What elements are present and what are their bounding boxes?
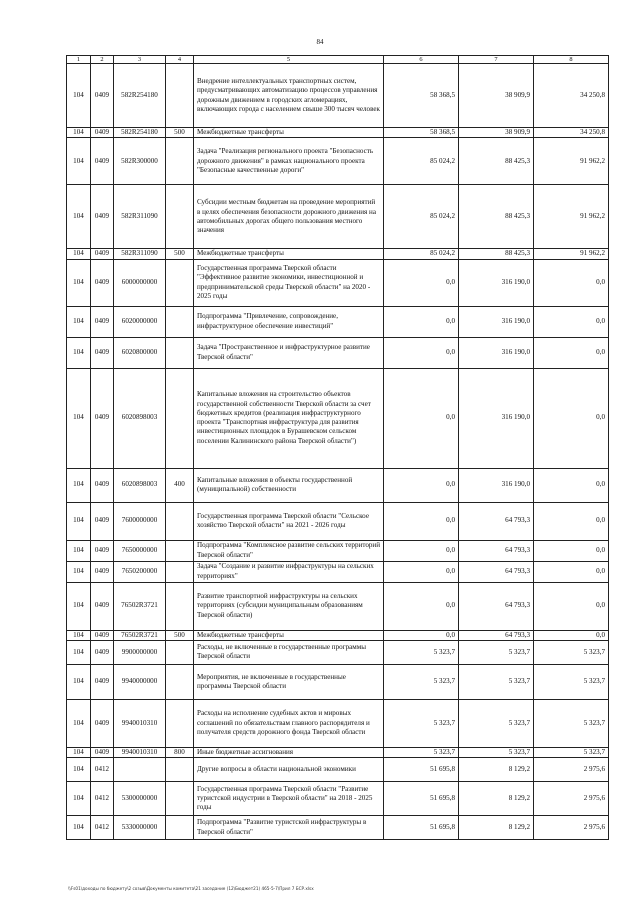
value-col7-cell: 38 909,9	[459, 128, 534, 138]
table-row	[67, 758, 609, 782]
expense-type-cell: 400	[166, 468, 194, 502]
value-col7-cell: 8 129,2	[459, 816, 534, 840]
target-article-cell: 7650000000	[114, 540, 166, 561]
value-col7-cell: 5 323,7	[459, 640, 534, 664]
name-cell: Государственная программа Тверской области "Развитие туристской индустрии в Тверской области" на 2018 - 2025 годы	[194, 782, 384, 816]
name-cell: Государственная программа Тверской области "Эффективное развитие экономики, инвестиционной и предпринимательской среды Тверской области" на 2020 - 2025 годы	[194, 259, 384, 306]
target-article-cell: 582R254180	[114, 64, 166, 128]
name-cell: Задача "Реализация регионального проекта "Безопасность дорожного движения" в рамках национального проекта "Безопасные качественные дороги"	[194, 138, 384, 185]
value-col6-cell: 58 368,5	[384, 128, 459, 138]
target-article-cell: 9940010310	[114, 747, 166, 757]
value-col6-cell: 85 024,2	[384, 138, 459, 185]
section-cell: 0409	[91, 630, 114, 640]
value-col8-cell: 0,0	[534, 630, 609, 640]
value-col8-cell: 0,0	[534, 468, 609, 502]
expense-type-cell	[166, 138, 194, 185]
value-col6-cell: 85 024,2	[384, 249, 459, 259]
code-cell: 104	[67, 782, 91, 816]
section-cell: 0409	[91, 128, 114, 138]
expense-type-cell	[166, 816, 194, 840]
value-col6-cell: 5 323,7	[384, 640, 459, 664]
value-col8-cell: 5 323,7	[534, 640, 609, 664]
section-cell: 0409	[91, 582, 114, 630]
section-cell: 0409	[91, 337, 114, 368]
section-cell: 0412	[91, 782, 114, 816]
value-col6-cell: 0,0	[384, 337, 459, 368]
name-cell: Другие вопросы в области национальной экономики	[194, 758, 384, 782]
table-row	[67, 138, 609, 185]
page-number: 84	[316, 38, 324, 46]
name-cell: Межбюджетные трансферты	[194, 630, 384, 640]
expense-type-cell	[166, 699, 194, 747]
target-article-cell: 9940000000	[114, 664, 166, 699]
name-cell: Государственная программа Тверской области "Сельское хозяйство Тверской области" на 2021 - 2026 годы	[194, 502, 384, 540]
value-col8-cell: 0,0	[534, 306, 609, 337]
code-cell: 104	[67, 664, 91, 699]
value-col7-cell: 316 190,0	[459, 468, 534, 502]
code-cell: 104	[67, 640, 91, 664]
expense-type-cell	[166, 64, 194, 128]
code-cell: 104	[67, 502, 91, 540]
value-col6-cell: 58 368,5	[384, 64, 459, 128]
col-3-header: 3	[114, 56, 166, 64]
table-row	[67, 259, 609, 306]
expense-type-cell	[166, 782, 194, 816]
name-cell: Субсидии местным бюджетам на проведение мероприятий в целях обеспечения безопасности дорожного движения на автомобильных дорогах общего пользования местного значения	[194, 185, 384, 249]
table-row	[67, 540, 609, 561]
value-col7-cell: 5 323,7	[459, 699, 534, 747]
code-cell: 104	[67, 582, 91, 630]
table-row	[67, 128, 609, 138]
section-cell: 0409	[91, 640, 114, 664]
value-col6-cell: 0,0	[384, 561, 459, 582]
code-cell: 104	[67, 561, 91, 582]
expense-type-cell: 500	[166, 630, 194, 640]
code-cell: 104	[67, 306, 91, 337]
value-col8-cell: 91 962,2	[534, 185, 609, 249]
value-col8-cell: 91 962,2	[534, 138, 609, 185]
code-cell: 104	[67, 816, 91, 840]
name-cell: Капитальные вложения на строительство объектов государственной собственности Тверской области за счет бюджетных кредитов (реализация инфраструктурного проекта "Транспортная инфраструктура для развития инвестиционных площадок в Бурашевском сельском поселении Калининского района Тверской области")	[194, 368, 384, 468]
name-cell: Капитальные вложения в объекты государственной (муниципальной) собственности	[194, 468, 384, 502]
table-row	[67, 582, 609, 630]
target-article-cell: 6020000000	[114, 306, 166, 337]
expense-type-cell	[166, 259, 194, 306]
target-article-cell: 582R254180	[114, 128, 166, 138]
code-cell: 104	[67, 128, 91, 138]
code-cell: 104	[67, 540, 91, 561]
value-col8-cell: 0,0	[534, 368, 609, 468]
value-col6-cell: 0,0	[384, 259, 459, 306]
target-article-cell: 7650200000	[114, 561, 166, 582]
expense-type-cell	[166, 640, 194, 664]
value-col6-cell: 5 323,7	[384, 664, 459, 699]
section-cell: 0412	[91, 816, 114, 840]
value-col8-cell: 34 250,8	[534, 64, 609, 128]
target-article-cell: 582R311090	[114, 249, 166, 259]
target-article-cell: 5330000000	[114, 816, 166, 840]
section-cell: 0409	[91, 664, 114, 699]
code-cell: 104	[67, 747, 91, 757]
section-cell: 0409	[91, 699, 114, 747]
value-col8-cell: 2 975,6	[534, 782, 609, 816]
expense-type-cell: 800	[166, 747, 194, 757]
target-article-cell: 5300000000	[114, 782, 166, 816]
column-number-row	[67, 56, 609, 64]
target-article-cell: 6020898003	[114, 368, 166, 468]
name-cell: Расходы на исполнение судебных актов и мировых соглашений по обязательствам главного распорядителя и получателя средств дорожного фонда Тверской области	[194, 699, 384, 747]
value-col6-cell: 0,0	[384, 540, 459, 561]
expense-type-cell	[166, 306, 194, 337]
code-cell: 104	[67, 468, 91, 502]
target-article-cell: 582R311090	[114, 185, 166, 249]
value-col7-cell: 64 793,3	[459, 502, 534, 540]
value-col6-cell: 0,0	[384, 306, 459, 337]
code-cell: 104	[67, 699, 91, 747]
table-row	[67, 630, 609, 640]
table-row	[67, 816, 609, 840]
col-5-header: 5	[194, 56, 384, 64]
code-cell: 104	[67, 758, 91, 782]
value-col8-cell: 0,0	[534, 337, 609, 368]
name-cell: Иные бюджетные ассигнования	[194, 747, 384, 757]
table-row	[67, 337, 609, 368]
col-7-header: 7	[459, 56, 534, 64]
section-cell: 0409	[91, 368, 114, 468]
table-row	[67, 664, 609, 699]
col-2-header: 2	[91, 56, 114, 64]
value-col8-cell: 91 962,2	[534, 249, 609, 259]
value-col7-cell: 316 190,0	[459, 368, 534, 468]
value-col7-cell: 64 793,3	[459, 630, 534, 640]
code-cell: 104	[67, 185, 91, 249]
value-col6-cell: 85 024,2	[384, 185, 459, 249]
expense-type-cell: 500	[166, 128, 194, 138]
name-cell: Внедрение интеллектуальных транспортных систем, предусматривающих автоматизацию процессов управления дорожным движением в городских агломерациях, включающих города с населением свыше 300 тысяч человек	[194, 64, 384, 128]
section-cell: 0409	[91, 249, 114, 259]
table-row	[67, 468, 609, 502]
name-cell: Задача "Пространственное и инфраструктурное развитие Тверской области"	[194, 337, 384, 368]
expense-type-cell	[166, 337, 194, 368]
expense-type-cell	[166, 368, 194, 468]
value-col7-cell: 64 793,3	[459, 540, 534, 561]
table-row	[67, 640, 609, 664]
value-col8-cell: 34 250,8	[534, 128, 609, 138]
value-col6-cell: 51 695,8	[384, 816, 459, 840]
section-cell: 0409	[91, 561, 114, 582]
value-col8-cell: 2 975,6	[534, 758, 609, 782]
section-cell: 0409	[91, 185, 114, 249]
code-cell: 104	[67, 138, 91, 185]
value-col7-cell: 5 323,7	[459, 747, 534, 757]
target-article-cell: 76502R3721	[114, 582, 166, 630]
name-cell: Развитие транспортной инфраструктуры на сельских территориях (субсидии муниципальным образованиям Тверской области)	[194, 582, 384, 630]
name-cell: Подпрограмма "Развитие туристской инфраструктуры в Тверской области"	[194, 816, 384, 840]
value-col8-cell: 5 323,7	[534, 699, 609, 747]
name-cell: Задача "Создание и развитие инфраструктуры на сельских территориях"	[194, 561, 384, 582]
value-col6-cell: 0,0	[384, 368, 459, 468]
value-col6-cell: 0,0	[384, 630, 459, 640]
table-row	[67, 64, 609, 128]
code-cell: 104	[67, 337, 91, 368]
name-cell: Подпрограмма "Комплексное развитие сельских территорий Тверской области"	[194, 540, 384, 561]
target-article-cell	[114, 758, 166, 782]
value-col7-cell: 88 425,3	[459, 249, 534, 259]
section-cell: 0409	[91, 306, 114, 337]
value-col8-cell: 5 323,7	[534, 664, 609, 699]
target-article-cell: 76502R3721	[114, 630, 166, 640]
value-col8-cell: 0,0	[534, 561, 609, 582]
name-cell: Расходы, не включенные в государственные программы Тверской области	[194, 640, 384, 664]
table-row	[67, 782, 609, 816]
target-article-cell: 6020800000	[114, 337, 166, 368]
col-8-header: 8	[534, 56, 609, 64]
value-col8-cell: 0,0	[534, 540, 609, 561]
expense-type-cell	[166, 502, 194, 540]
value-col8-cell: 0,0	[534, 502, 609, 540]
value-col6-cell: 0,0	[384, 502, 459, 540]
section-cell: 0409	[91, 64, 114, 128]
expense-type-cell	[166, 582, 194, 630]
table-row	[67, 561, 609, 582]
value-col7-cell: 8 129,2	[459, 782, 534, 816]
name-cell: Межбюджетные трансферты	[194, 249, 384, 259]
col-4-header: 4	[166, 56, 194, 64]
expense-type-cell	[166, 561, 194, 582]
target-article-cell: 9900000000	[114, 640, 166, 664]
code-cell: 104	[67, 368, 91, 468]
name-cell: Межбюджетные трансферты	[194, 128, 384, 138]
target-article-cell: 7600000000	[114, 502, 166, 540]
section-cell: 0409	[91, 259, 114, 306]
value-col7-cell: 316 190,0	[459, 337, 534, 368]
section-cell: 0412	[91, 758, 114, 782]
code-cell: 104	[67, 64, 91, 128]
value-col8-cell: 0,0	[534, 582, 609, 630]
file-path-footer: \\Fs01\доходы по бюджету\2 созыв\Документы комитета\21 заседание (12\Бюджет21) 465-5-7\Прил 7 БСР.xlsx	[68, 886, 314, 891]
value-col6-cell: 0,0	[384, 468, 459, 502]
value-col6-cell: 5 323,7	[384, 699, 459, 747]
value-col8-cell: 0,0	[534, 259, 609, 306]
table-row	[67, 368, 609, 468]
expense-type-cell	[166, 185, 194, 249]
table-row	[67, 502, 609, 540]
col-1-header: 1	[67, 56, 91, 64]
value-col6-cell: 51 695,8	[384, 782, 459, 816]
section-cell: 0409	[91, 540, 114, 561]
name-cell: Подпрограмма "Привлечение, сопровождение, инфраструктурное обеспечение инвестиций"	[194, 306, 384, 337]
section-cell: 0409	[91, 747, 114, 757]
value-col7-cell: 38 909,9	[459, 64, 534, 128]
value-col8-cell: 5 323,7	[534, 747, 609, 757]
col-6-header: 6	[384, 56, 459, 64]
table-row	[67, 249, 609, 259]
value-col6-cell: 5 323,7	[384, 747, 459, 757]
target-article-cell: 6020898003	[114, 468, 166, 502]
code-cell: 104	[67, 249, 91, 259]
table-row	[67, 185, 609, 249]
table-row	[67, 747, 609, 757]
value-col6-cell: 0,0	[384, 582, 459, 630]
target-article-cell: 6000000000	[114, 259, 166, 306]
value-col7-cell: 8 129,2	[459, 758, 534, 782]
section-cell: 0409	[91, 502, 114, 540]
code-cell: 104	[67, 259, 91, 306]
value-col7-cell: 88 425,3	[459, 138, 534, 185]
name-cell: Мероприятия, не включенные в государственные программы Тверской области	[194, 664, 384, 699]
table-row	[67, 699, 609, 747]
expense-type-cell	[166, 664, 194, 699]
code-cell: 104	[67, 630, 91, 640]
expense-type-cell: 500	[166, 249, 194, 259]
target-article-cell: 582R300000	[114, 138, 166, 185]
value-col7-cell: 5 323,7	[459, 664, 534, 699]
value-col7-cell: 64 793,3	[459, 561, 534, 582]
section-cell: 0409	[91, 138, 114, 185]
value-col7-cell: 316 190,0	[459, 306, 534, 337]
expense-type-cell	[166, 540, 194, 561]
value-col8-cell: 2 975,6	[534, 816, 609, 840]
value-col7-cell: 88 425,3	[459, 185, 534, 249]
value-col7-cell: 316 190,0	[459, 259, 534, 306]
value-col7-cell: 64 793,3	[459, 582, 534, 630]
target-article-cell: 9940010310	[114, 699, 166, 747]
section-cell: 0409	[91, 468, 114, 502]
expense-type-cell	[166, 758, 194, 782]
budget-table	[66, 55, 609, 840]
value-col6-cell: 51 695,8	[384, 758, 459, 782]
table-row	[67, 306, 609, 337]
